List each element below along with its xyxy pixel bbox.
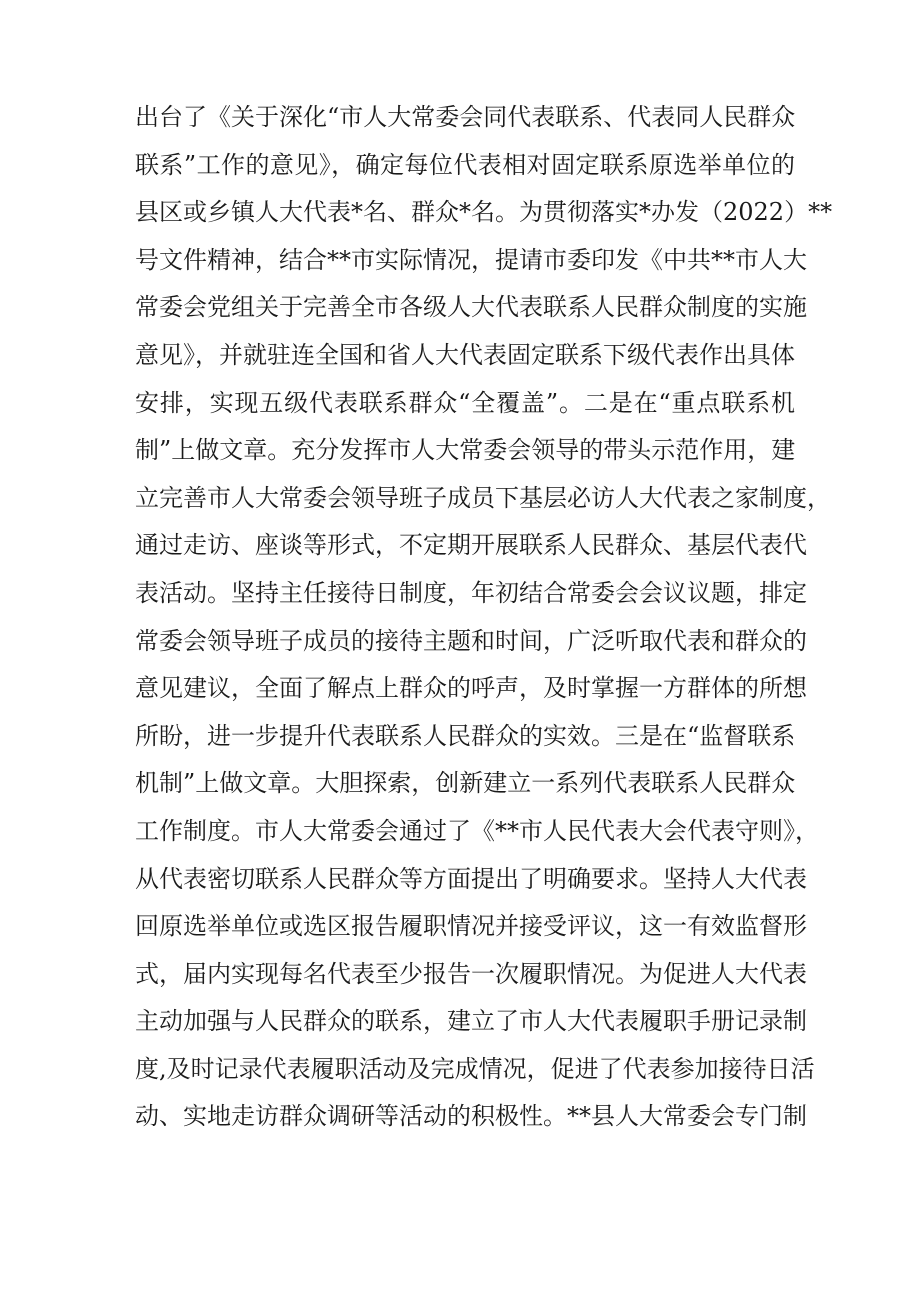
text-line-17: 从代表密切联系人民群众等方面提出了明确要求。坚持人大代表 — [135, 864, 807, 893]
text-line-13: 意见建议，全面了解点上群众的呼声，及时掌握一方群体的所想 — [135, 674, 807, 703]
text-line-8: 制”上做文章。充分发挥市人大常委会领导的带头示范作用，建 — [135, 436, 796, 465]
text-line-11: 表活动。坚持主任接待日制度，年初结合常委会会议议题，排定 — [135, 578, 807, 607]
text-line-5: 常委会党组关于完善全市各级人大代表联系人民群众制度的实施 — [135, 293, 807, 322]
text-line-6: 意见》，并就驻连全国和省人大代表固定联系下级代表作出具体 — [135, 340, 795, 369]
text-line-2: 联系”工作的意见》，确定每位代表相对固定联系原选举单位的 — [135, 150, 795, 179]
text-line-10: 通过走访、座谈等形式，不定期开展联系人民群众、基层代表代 — [135, 531, 807, 560]
body-paragraph — [135, 94, 833, 1141]
text-line-14: 所盼，进一步提升代表联系人民群众的实效。三是在“监督联系 — [135, 721, 796, 750]
text-line-3: 县区或乡镇人大代表*名、群众*名。为贯彻落实*办发（2022）** — [135, 198, 833, 227]
text-line-15: 机制”上做文章。大胆探索，创新建立一系列代表联系人民群众 — [135, 769, 796, 798]
text-line-9: 立完善市人大常委会领导班子成员下基层必访人大代表之家制度， — [135, 483, 831, 512]
text-line-16: 工作制度。市人大常委会通过了《**市人民代表大会代表守则》， — [135, 816, 819, 845]
text-line-12: 常委会领导班子成员的接待主题和时间，广泛听取代表和群众的 — [135, 626, 807, 655]
text-line-4: 号文件精神，结合**市实际情况，提请市委印发《中共**市人大 — [135, 245, 807, 274]
text-line-18: 回原选举单位或选区报告履职情况并接受评议，这一有效监督形 — [135, 912, 807, 941]
text-line-20: 主动加强与人民群众的联系，建立了市人大代表履职手册记录制 — [135, 1007, 807, 1036]
text-line-7: 安排，实现五级代表联系群众“全覆盖”。二是在“重点联系机 — [135, 388, 795, 417]
text-line-22: 动、实地走访群众调研等活动的积极性。**县人大常委会专门制 — [135, 1102, 807, 1131]
text-line-21: 度,及时记录代表履职活动及完成情况，促进了代表参加接待日活 — [135, 1054, 815, 1083]
text-line-19: 式，届内实现每名代表至少报告一次履职情况。为促进人大代表 — [135, 959, 807, 988]
text-line-1: 出台了《关于深化“市人大常委会同代表联系、代表同人民群众 — [135, 103, 796, 131]
